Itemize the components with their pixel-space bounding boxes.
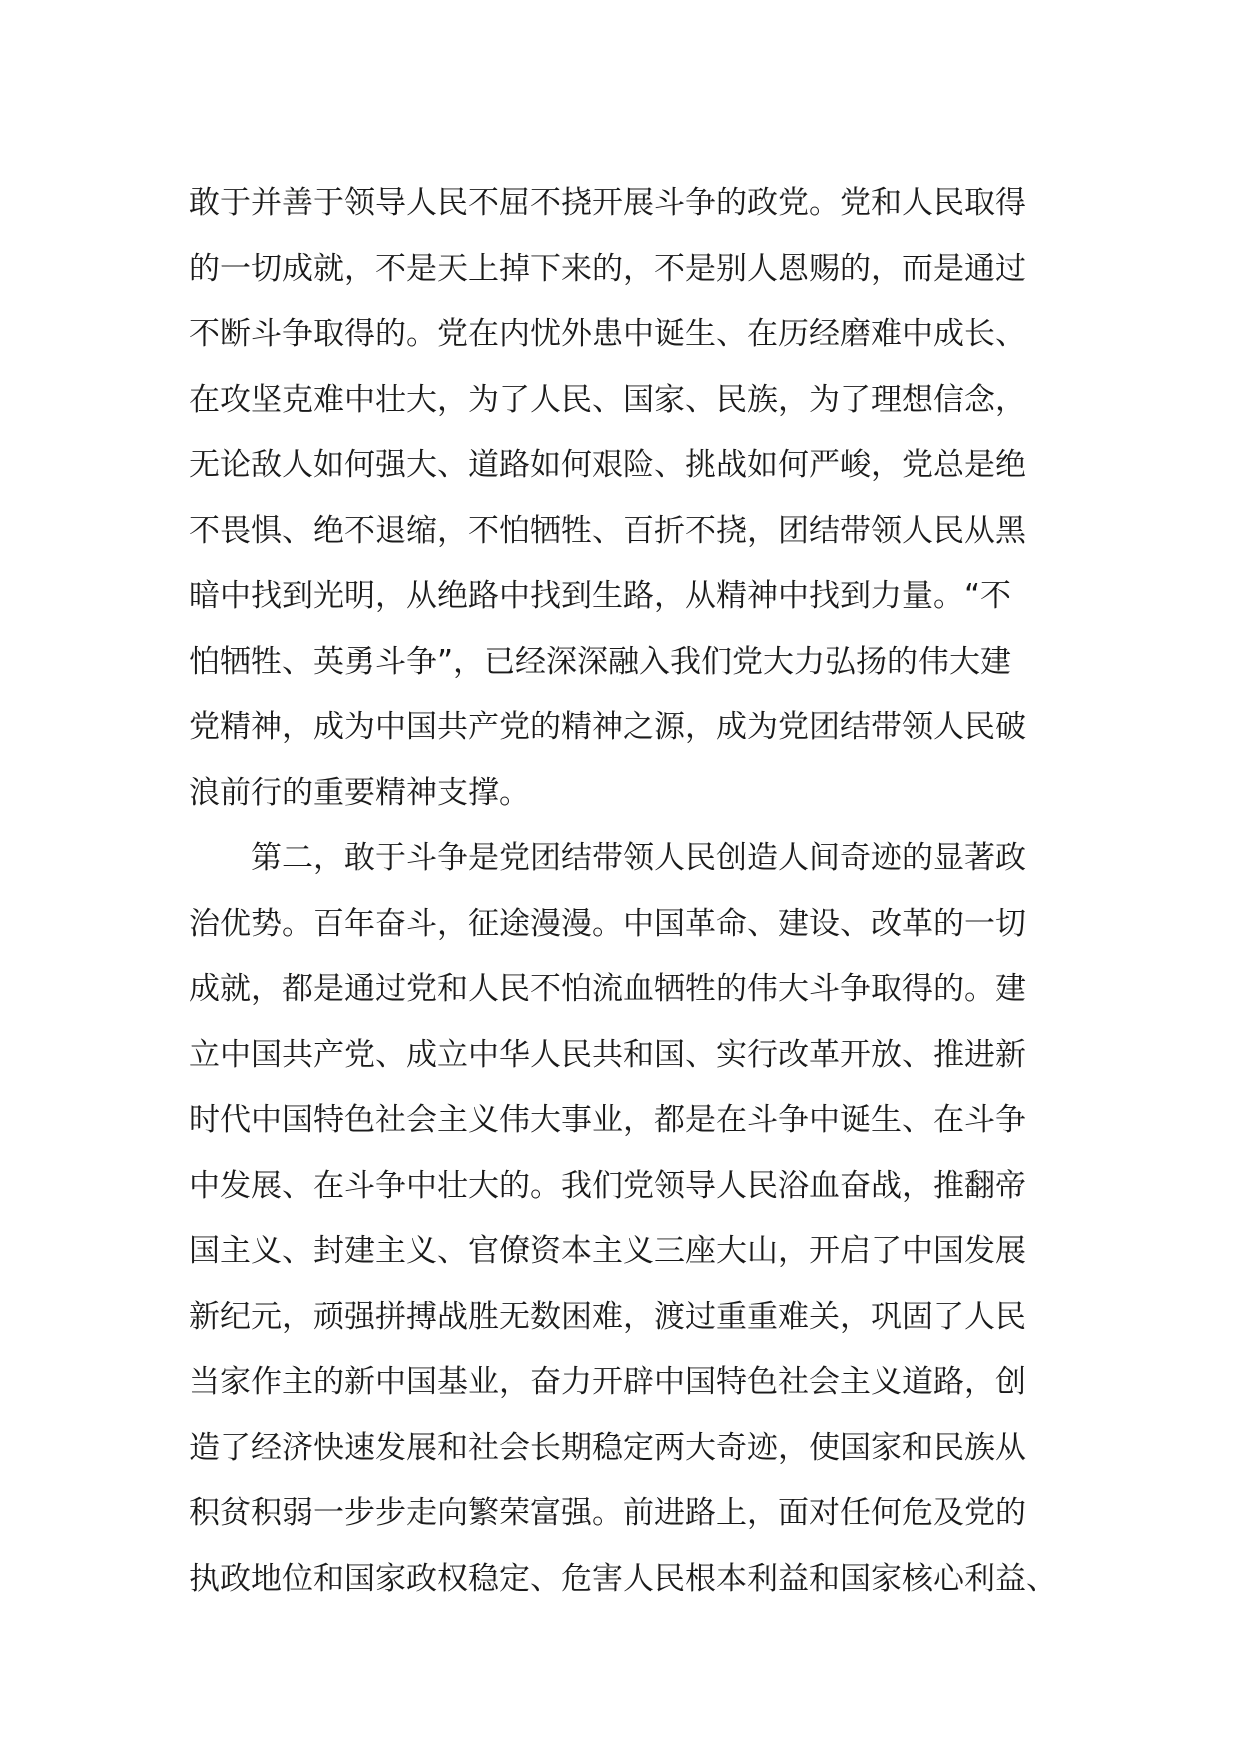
text-line: 敢于并善于领导人民不屈不挠开展斗争的政党。党和人民取得 bbox=[189, 185, 1026, 221]
text-line: 立中国共产党、成立中华人民共和国、实行改革开放、推进新 bbox=[189, 1036, 1026, 1073]
text-line: 造了经济快速发展和社会长期稳定两大奇迹，使国家和民族从 bbox=[189, 1429, 1026, 1466]
text-line: 暗中找到光明，从绝路中找到生路，从精神中找到力量。“不 bbox=[189, 578, 1012, 614]
text-line: 治优势。百年奋斗，征途漫漫。中国革命、建设、改革的一切 bbox=[189, 905, 1026, 942]
text-line: 无论敌人如何强大、道路如何艰险、挑战如何严峻，党总是绝 bbox=[189, 447, 1026, 483]
text-line: 时代中国特色社会主义伟大事业，都是在斗争中诞生、在斗争 bbox=[189, 1102, 1026, 1138]
text-line: 中发展、在斗争中壮大的。我们党领导人民浴血奋战，推翻帝 bbox=[189, 1167, 1026, 1204]
text-line: 执政地位和国家政权稳定、危害人民根本利益和国家核心利益、 bbox=[189, 1560, 1057, 1597]
text-line: 积贫积弱一步步走向繁荣富强。前进路上，面对任何危及党的 bbox=[189, 1495, 1026, 1531]
text-line: 不断斗争取得的。党在内忧外患中诞生、在历经磨难中成长、 bbox=[189, 316, 1026, 352]
text-line: 怕牺牲、英勇斗争”，已经深深融入我们党大力弘扬的伟大建 bbox=[189, 643, 1012, 680]
text-line: 第二，敢于斗争是党团结带领人民创造人间奇迹的显著政 bbox=[189, 840, 1026, 876]
paragraph-1 bbox=[189, 171, 1059, 826]
text-line: 不畏惧、绝不退缩，不怕牺牲、百折不挠，团结带领人民从黑 bbox=[189, 512, 1026, 549]
text-line: 党精神，成为中国共产党的精神之源，成为党团结带领人民破 bbox=[189, 709, 1026, 745]
text-line: 浪前行的重要精神支撑。 bbox=[189, 774, 530, 811]
text-line: 在攻坚克难中壮大，为了人民、国家、民族，为了理想信念， bbox=[189, 381, 1026, 418]
text-line: 的一切成就，不是天上掉下来的，不是别人恩赐的，而是通过 bbox=[189, 250, 1026, 287]
text-line: 新纪元，顽强拼搏战胜无数困难，渡过重重难关，巩固了人民 bbox=[189, 1298, 1026, 1335]
document-body bbox=[189, 171, 1059, 1612]
paragraph-2 bbox=[189, 826, 1059, 1612]
text-line: 成就，都是通过党和人民不怕流血牺牲的伟大斗争取得的。建 bbox=[189, 971, 1026, 1007]
text-line: 国主义、封建主义、官僚资本主义三座大山，开启了中国发展 bbox=[189, 1233, 1026, 1269]
text-line: 当家作主的新中国基业，奋力开辟中国特色社会主义道路，创 bbox=[189, 1364, 1026, 1400]
